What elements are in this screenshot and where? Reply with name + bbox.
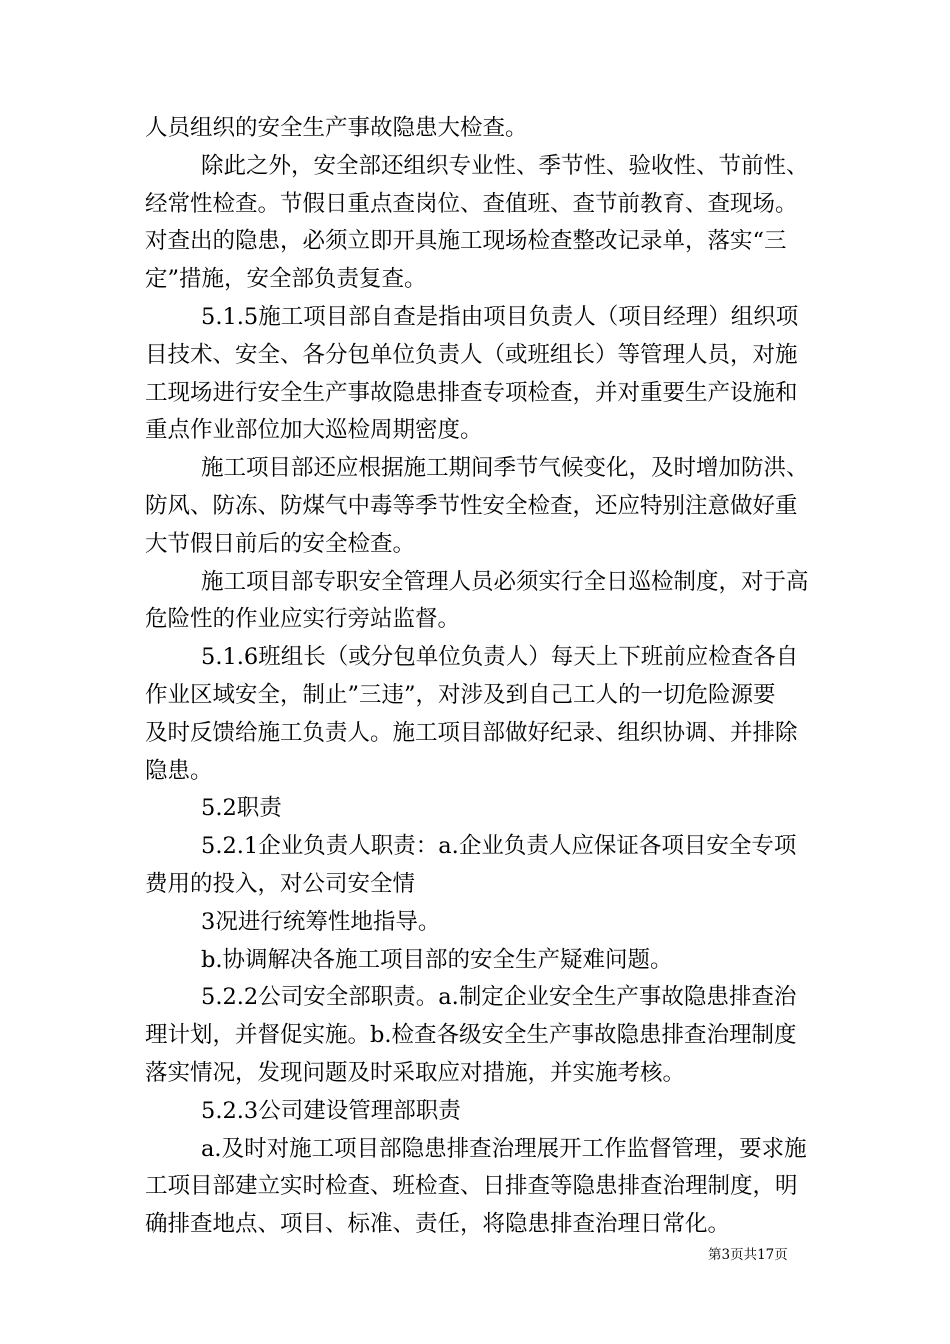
paragraph-4: 施工项目部还应根据施工期间季节气候变化，及时增加防洪、 防风、防冻、防煤气中毒等季节性安全检查，还应特别注意做好重 大节假日前后的安全检查。 [145,455,809,557]
paragraph-6: 5.1.6班组长（或分包单位负责人）每天上下班前应检查各自 作业区域安全，制止”三违”，对涉及到自己工人的一切危险源要 及时反馈给施工负责人。施工项目部做好纪录、组织协调、并排除 隐患。 [145,644,799,784]
paragraph-9: b.协调解决各施工项目部的安全生产疑难问题。 [201,946,673,973]
paragraph-5: 施工项目部专职安全管理人员必须实行全日巡检制度，对于高 危险性的作业应实行旁站监督。 [145,568,809,633]
section-heading-5-2: 5.2职责 [201,795,282,822]
page-number-footer: 第3页共17页 [708,1247,788,1263]
paragraph-7: 5.2.1企业负责人职责：a.企业负责人应保证各项目安全专项 费用的投入，对公司安全情 [145,833,797,897]
paragraph-8: 3况进行统筹性地指导。 [201,908,441,935]
section-heading-5-2-3: 5.2.3公司建设管理部职责 [201,1097,461,1124]
paragraph-3: 5.1.5施工项目部自查是指由项目负责人（项目经理）组织项 目技术、安全、各分包单位负责人（或班组长）等管理人员，对施 工现场进行安全生产事故隐患排查专项检查，并对重要生产设施和 重点作业部位加大巡检周期密度。 [145,303,799,444]
paragraph-10: 5.2.2公司安全部职责。a.制定企业安全生产事故隐患排查治 理计划，并督促实施。b.检查各级安全生产事故隐患排查治理制度 落实情况，发现问题及时采取应对措施，并实施考核。 [145,984,797,1086]
paragraph-11: a.及时对施工项目部隐患排查治理展开工作监督管理，要求施 工项目部建立实时检查、班检查、日排查等隐患排查治理制度，明 确排查地点、项目、标准、责任，将隐患排查治理日常化。 [145,1135,807,1238]
paragraph-2: 除此之外，安全部还组织专业性、季节性、验收性、节前性、 经常性检查。节假日重点查岗位、查值班、查节前教育、查现场。 对查出的隐患，必须立即开具施工现场检查整改记录单，落实“三 定”措施，安全部负责复查。 [145,152,809,293]
paragraph-1: 人员组织的安全生产事故隐患大检查。 [145,115,528,141]
document-body [145,110,815,1244]
